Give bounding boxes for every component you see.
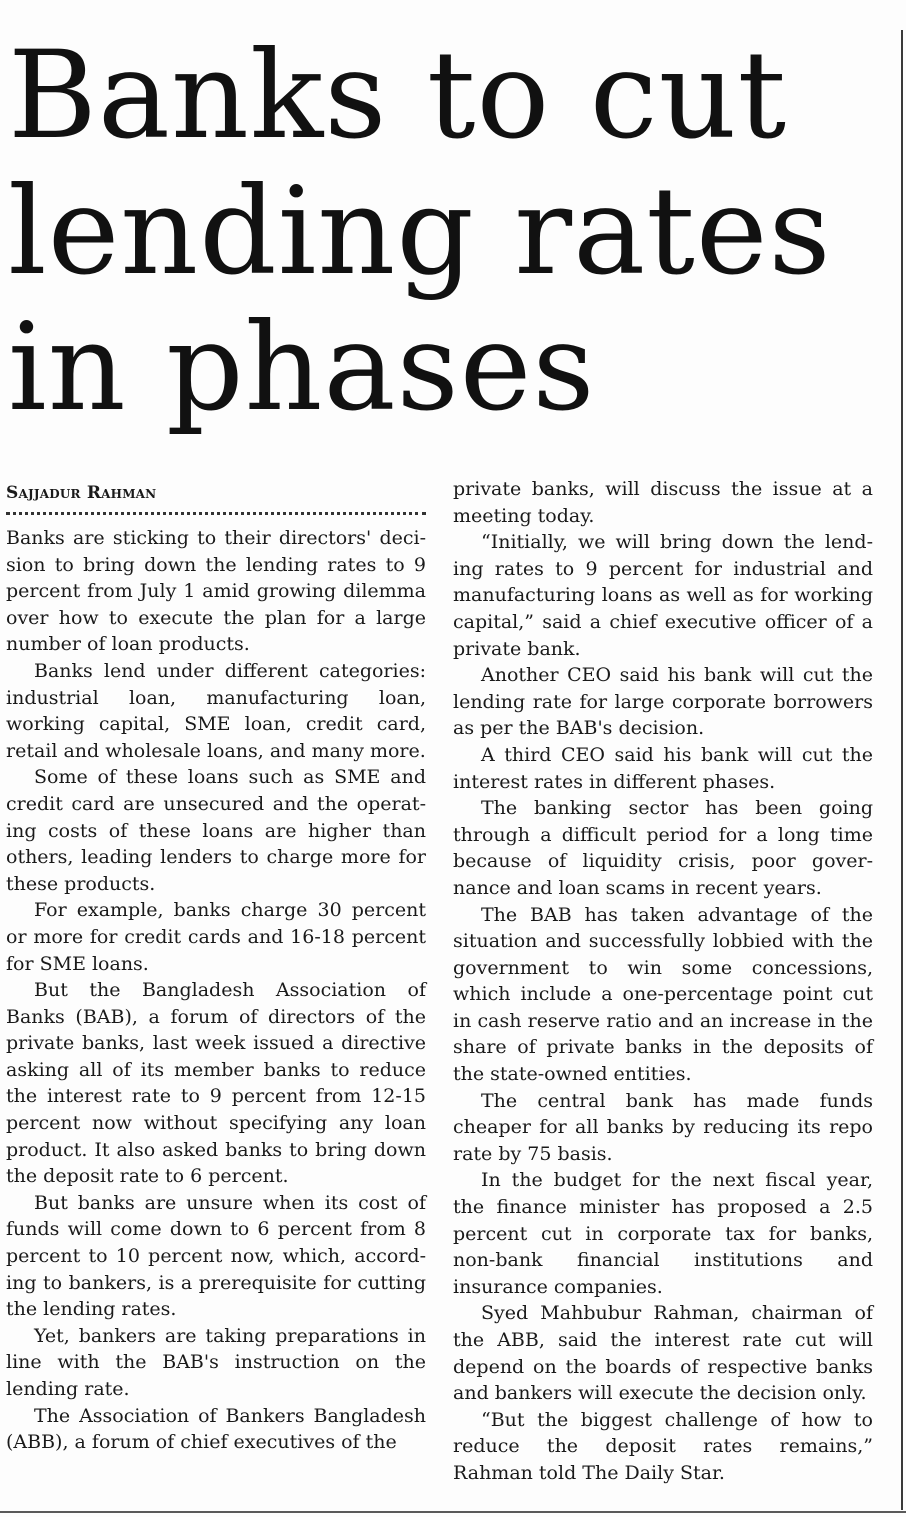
byline-dotted-rule [6,512,426,515]
headline [8,25,888,438]
byline: Sajjadur Rahman [6,483,157,503]
paragraph: Yet, bankers are taking preparations in line with the BAB's instruction on the lending rate. [6,1324,426,1400]
paragraph: Some of these loans such as SME and credit card are unsecured and the operating costs of these loans are higher than others, leading lenders to charge more for these products. [6,766,426,895]
paragraph: The banking sector has been going through a difficult period for a long time because of liquidity crisis, poor governance and loan scams in recent years. [453,797,873,899]
paragraph: The central bank has made funds cheaper for all banks by reducing its repo rate by 75 basis. [453,1089,873,1165]
paragraph: For example, banks charge 30 percent or more for credit cards and 16-18 percent for SME loans. [6,899,426,975]
paragraph: But banks are unsure when its cost of funds will come down to 6 percent from 8 percent to 10 percent now, which, according to bankers, is a prerequisite for cutting the lending rates. [6,1191,426,1321]
paragraph: Banks lend under different categories: industrial loan, manufacturing loan, working capital, SME loan, credit card, retail and wholesale loans, and many more. [6,659,426,762]
headline-line-1: Banks to cut [8,25,788,166]
paragraph: But the Bangladesh Association of Banks (BAB), a forum of directors of the private banks, last week issued a directive asking all of its member banks to reduce the interest rate to 9 percent from 12-15 percent now without specifying any loan product. It also asked banks to bring down the deposit rate to 6 percent. [6,979,426,1188]
paragraph: In the budget for the next fiscal year, the finance minister has proposed a 2.5 percent cut in corporate tax for banks, non-bank financial institutions and insurance companies. [453,1169,873,1298]
paragraph: The Association of Bankers Bangladesh (ABB), a forum of chief executives of the [6,1404,426,1454]
paragraph: A third CEO said his bank will cut the interest rates in different phases. [453,743,873,793]
paragraph: The BAB has taken advantage of the situation and successfully lobbied with the government to win some concessions, which include a one-percentage point cut in cash reserve ratio and an increase in the share of private banks in the deposits of the state-owned entities. [453,903,873,1086]
paragraph: private banks, will discuss the issue at a meeting today. [453,478,873,527]
paragraph: Syed Mahbubur Rahman, chairman of the ABB, said the interest rate cut will depend on the boards of respective banks and bankers will execute the decision only. [453,1302,873,1405]
headline-line-2: lending rates [8,161,832,302]
paragraph: “But the biggest challenge of how to reduce the deposit rates remains,” Rahman told The Daily Star. [453,1408,873,1484]
paragraph: “Initially, we will bring down the lending rates to 9 percent for industrial and manufacturing loans as well as for working capital,” said a chief executive officer of a private bank. [453,531,873,660]
column-border-rule [901,30,903,1510]
right-column [453,476,873,1487]
headline-line-3: in phases [8,297,596,438]
bottom-border-rule [0,1511,906,1513]
paragraph: Banks are sticking to their directors' decision to bring down the lending rates to 9 percent from July 1 amid growing dilemma over how to execute the plan for a large number of loan products. [6,527,426,656]
left-column [6,476,426,1456]
paragraph: Another CEO said his bank will cut the lending rate for large corporate borrowers as per the BAB's decision. [453,664,873,740]
